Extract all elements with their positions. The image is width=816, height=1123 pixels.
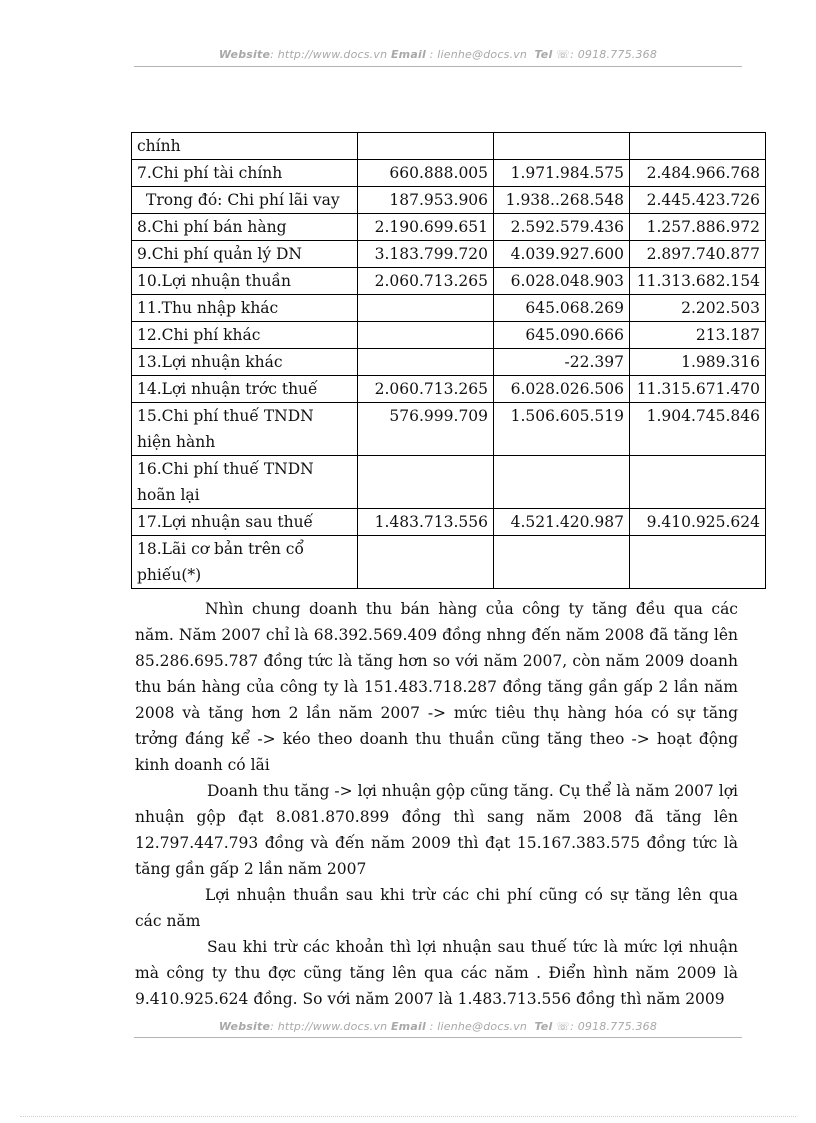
website-label: Website — [218, 48, 271, 61]
value-2008: -22.397 — [494, 349, 630, 376]
value-2007: 1.483.713.556 — [358, 509, 494, 536]
value-2007: 660.888.005 — [358, 160, 494, 187]
value-2007: 2.060.713.265 — [358, 376, 494, 403]
value-2009: 1.904.745.846 — [629, 403, 765, 456]
footer-phone-icon: ☏ — [556, 1020, 571, 1033]
row-label: 15.Chi phí thuế TNDN hiện hành — [132, 403, 358, 456]
table-row — [132, 241, 766, 268]
value-2008: 6.028.048.903 — [494, 268, 630, 295]
row-label: 18.Lãi cơ bản trên cổ phiếu(*) — [132, 536, 358, 589]
footer-rule — [134, 1037, 742, 1038]
table-row — [132, 268, 766, 295]
value-2008: 4.039.927.600 — [494, 241, 630, 268]
value-2007: 576.999.709 — [358, 403, 494, 456]
row-label: 14.Lợi nhuận trớc thuế — [132, 376, 358, 403]
paragraph-revenue: Nhìn chung doanh thu bán hàng của công ty tăng đều qua các năm. Năm 2007 chỉ là 68.392.569.409 đồng nhng đến năm 2008 đã tăng lên 85.286.695.787 đồng tức là tăng hơn so với năm 2007, còn năm 2009 doanh thu bán hàng của công ty là 151.483.718.287 đồng tăng gần gấp 2 lần năm 2008 và tăng hơn 2 lần năm 2007 -> mức tiêu thụ hàng hóa có sự tăng trởng đáng kể -> kéo theo doanh thu thuần cũng tăng theo -> hoạt động kinh doanh có lãi — [135, 600, 738, 774]
row-label: 11.Thu nhập khác — [132, 295, 358, 322]
table-row — [132, 536, 766, 589]
footer-tel-label: Tel — [534, 1020, 553, 1033]
value-2008: 2.592.579.436 — [494, 214, 630, 241]
value-2009: 2.897.740.877 — [629, 241, 765, 268]
header-rule — [134, 66, 742, 67]
row-label: 17.Lợi nhuận sau thuế — [132, 509, 358, 536]
table-row — [132, 187, 766, 214]
email-value[interactable]: : lienhe@docs.vn — [429, 48, 528, 61]
table-row — [132, 133, 766, 160]
value-2007: 2.060.713.265 — [358, 268, 494, 295]
value-2008 — [494, 133, 630, 160]
table-body — [132, 133, 766, 589]
table-row — [132, 509, 766, 536]
footer-tel-value: : 0918.775.368 — [570, 1020, 658, 1033]
website-url[interactable]: : http://www.docs.vn — [270, 48, 388, 61]
email-label: Email — [390, 48, 426, 61]
paragraph-after-tax-profit: Sau khi trừ các khoản thì lợi nhuận sau thuế tức là mức lợi nhuận mà công ty thu đợc cũng tăng lên qua các năm . Điển hình năm 2009 là 9.410.925.624 đồng. So với năm 2007 là 1.483.713.556 đồng thì năm 2009 — [135, 938, 738, 1008]
table-row — [132, 349, 766, 376]
value-2007 — [358, 349, 494, 376]
row-label: 12.Chi phí khác — [132, 322, 358, 349]
row-label: chính — [132, 133, 358, 160]
value-2008: 1.506.605.519 — [494, 403, 630, 456]
footer-website-label: Website — [218, 1020, 271, 1033]
value-2008: 1.971.984.575 — [494, 160, 630, 187]
value-2008: 645.068.269 — [494, 295, 630, 322]
value-2008: 6.028.026.506 — [494, 376, 630, 403]
value-2009: 11.315.671.470 — [629, 376, 765, 403]
value-2009: 213.187 — [629, 322, 765, 349]
value-2009: 2.445.423.726 — [629, 187, 765, 214]
tel-label: Tel — [534, 48, 553, 61]
table-row — [132, 456, 766, 509]
value-2009 — [629, 456, 765, 509]
value-2009: 11.313.682.154 — [629, 268, 765, 295]
value-2007 — [358, 322, 494, 349]
value-2007: 3.183.799.720 — [358, 241, 494, 268]
table-row — [132, 403, 766, 456]
value-2009 — [629, 536, 765, 589]
value-2009: 1.989.316 — [629, 349, 765, 376]
value-2008 — [494, 456, 630, 509]
value-2007: 187.953.906 — [358, 187, 494, 214]
value-2008: 645.090.666 — [494, 322, 630, 349]
table-row — [132, 376, 766, 403]
financial-table — [131, 132, 766, 589]
value-2009: 9.410.925.624 — [629, 509, 765, 536]
value-2007 — [358, 295, 494, 322]
row-label: 13.Lợi nhuận khác — [132, 349, 358, 376]
row-label: 8.Chi phí bán hàng — [132, 214, 358, 241]
table-row — [132, 322, 766, 349]
footer-email-value[interactable]: : lienhe@docs.vn — [429, 1020, 528, 1033]
table-row — [132, 160, 766, 187]
analysis-text — [135, 596, 738, 1012]
value-2008: 4.521.420.987 — [494, 509, 630, 536]
footer-email-label: Email — [390, 1020, 426, 1033]
row-label: Trong đó: Chi phí lãi vay — [132, 187, 358, 214]
page-footer — [134, 1020, 742, 1033]
value-2007 — [358, 536, 494, 589]
footer-website-url[interactable]: : http://www.docs.vn — [270, 1020, 388, 1033]
value-2007 — [358, 456, 494, 509]
value-2007 — [358, 133, 494, 160]
value-2009: 2.202.503 — [629, 295, 765, 322]
table-row — [132, 295, 766, 322]
page-header — [134, 48, 742, 61]
paragraph-net-profit: Lợi nhuận thuần sau khi trừ các chi phí cũng có sự tăng lên qua các năm — [135, 886, 738, 930]
value-2008 — [494, 536, 630, 589]
row-label: 9.Chi phí quản lý DN — [132, 241, 358, 268]
page-edge-dots — [20, 1116, 796, 1117]
value-2008: 1.938..268.548 — [494, 187, 630, 214]
row-label: 10.Lợi nhuận thuần — [132, 268, 358, 295]
row-label: 7.Chi phí tài chính — [132, 160, 358, 187]
value-2009: 1.257.886.972 — [629, 214, 765, 241]
table-row — [132, 214, 766, 241]
value-2009 — [629, 133, 765, 160]
value-2009: 2.484.966.768 — [629, 160, 765, 187]
phone-icon: ☏ — [556, 48, 571, 61]
value-2007: 2.190.699.651 — [358, 214, 494, 241]
row-label: 16.Chi phí thuế TNDN hoãn lại — [132, 456, 358, 509]
tel-value: : 0918.775.368 — [570, 48, 658, 61]
paragraph-gross-profit: Doanh thu tăng -> lợi nhuận gộp cũng tăng. Cụ thể là năm 2007 lợi nhuận gộp đạt 8.081.870.899 đồng thì sang năm 2008 đã tăng lên 12.797.447.793 đồng và đến năm 2009 thì đạt 15.167.383.575 đồng tức là tăng gần gấp 2 lần năm 2007 — [135, 782, 738, 878]
